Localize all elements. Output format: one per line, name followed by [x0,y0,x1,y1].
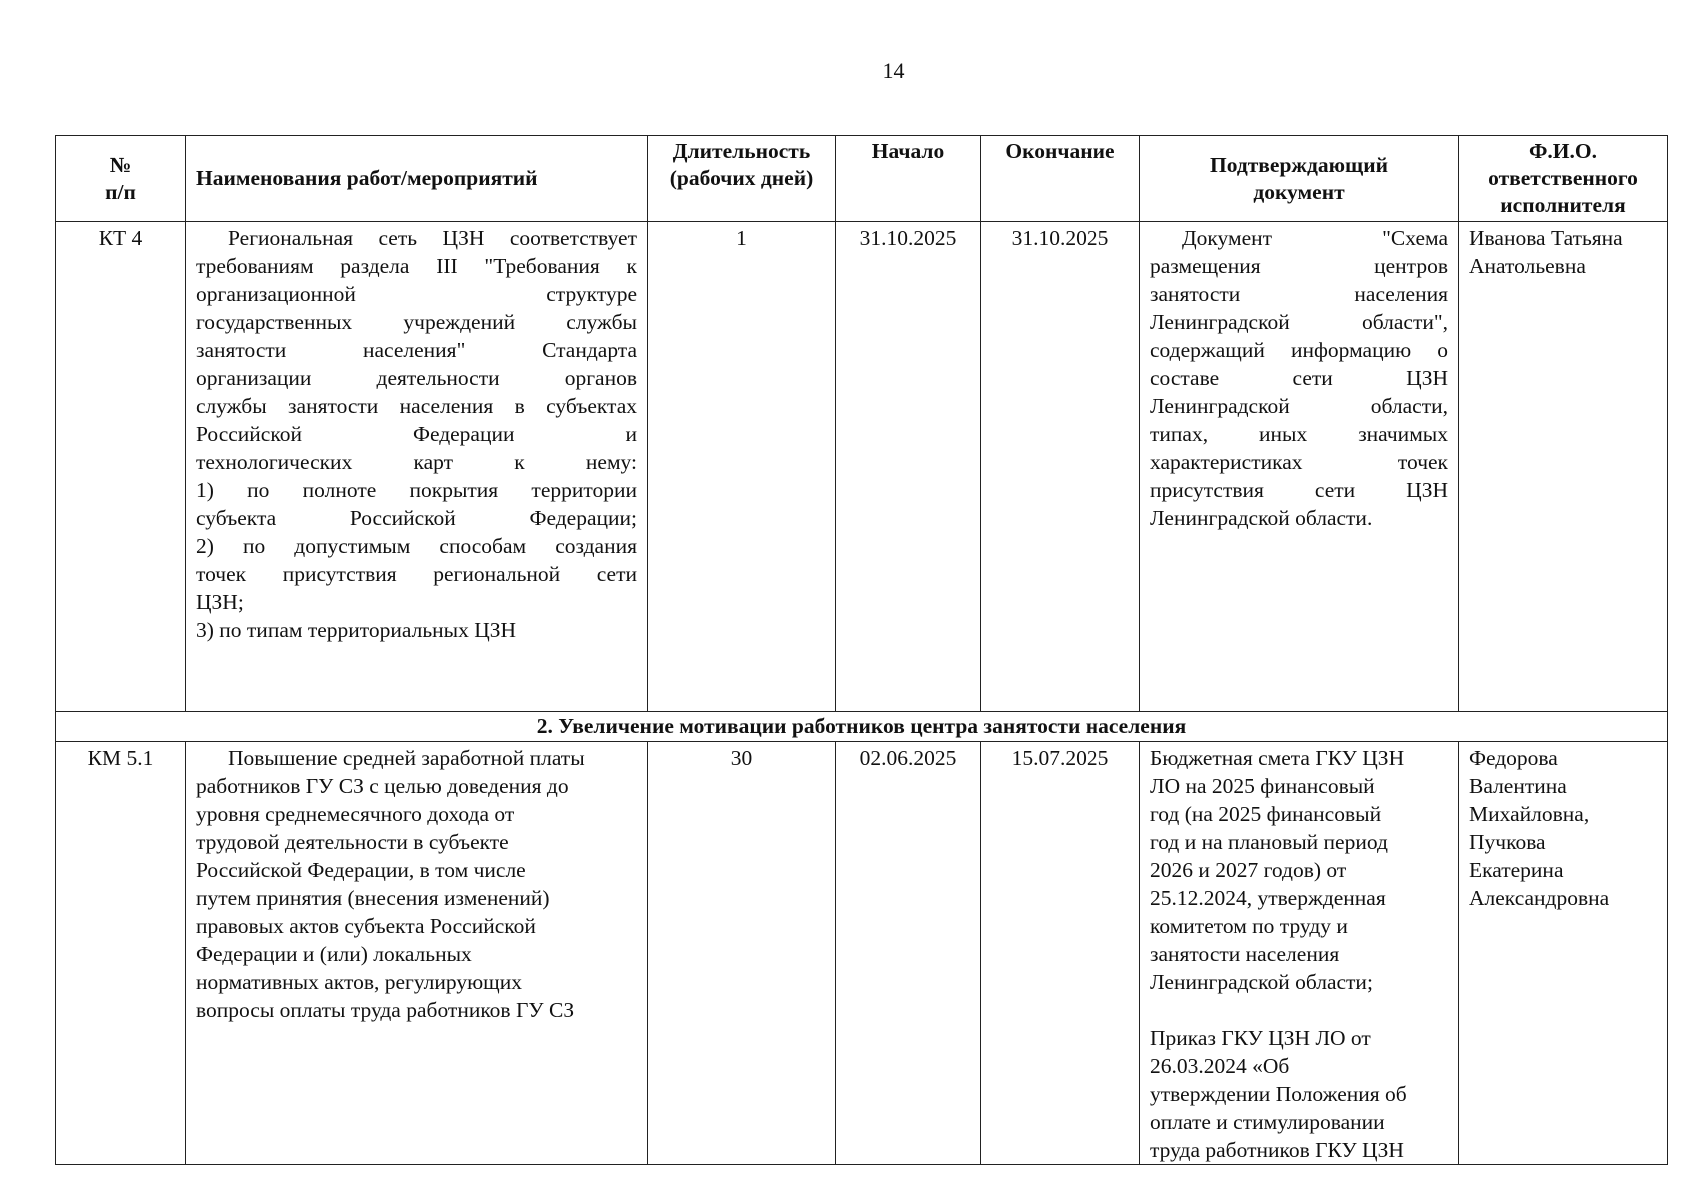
duration-cell: 30 [648,742,836,1165]
header-start: Начало [836,136,981,222]
end-date-cell: 15.07.2025 [981,742,1140,1165]
header-duration: Длительность (рабочих дней) [648,136,836,222]
responsible-cell: Иванова Татьяна Анатольевна [1459,222,1668,712]
page-number: 14 [882,58,905,83]
header-fio: Ф.И.О. ответственного исполнителя [1459,136,1668,222]
row-number: КТ 4 [56,222,186,712]
header-row [56,136,1668,222]
end-date-cell: 31.10.2025 [981,222,1140,712]
duration-cell: 1 [648,222,836,712]
row-number: КМ 5.1 [56,742,186,1165]
header-name: Наименования работ/мероприятий [186,136,648,222]
start-date-cell: 02.06.2025 [836,742,981,1165]
header-num: № п/п [56,136,186,222]
table-row [56,222,1668,712]
responsible-cell: Федорова Валентина Михайловна, Пучкова Екатерина Александровна [1459,742,1668,1165]
table-row [56,742,1668,1165]
work-plan-table [55,135,1668,1165]
document-cell: Документ "Схема размещения центров занятости населения Ленинградской области", содержащий информацию о составе сети ЦЗН Ленинградской области, типах, иных значимых характеристиках точек присутствия сети ЦЗН Ленинградской области. [1140,222,1459,712]
document-cell: Бюджетная смета ГКУ ЦЗН ЛО на 2025 финансовый год (на 2025 финансовый год и на плановый период 2026 и 2027 годов) от 25.12.2024, утвержденная комитетом по труду и занятости населения Ленинградской области; Приказ ГКУ ЦЗН ЛО от 26.03.2024 «Об утверждении Положения об оплате и стимулировании труда работников ГКУ ЦЗН [1140,742,1459,1165]
section-row [56,712,1668,742]
work-name-cell: Повышение средней заработной платы работников ГУ СЗ с целью доведения до уровня среднемесячного дохода от трудовой деятельности в субъекте Российской Федерации, в том числе путем принятия (внесения изменений) правовых актов субъекта Российской Федерации и (или) локальных нормативных актов, регулирующих вопросы оплаты труда работников ГУ СЗ [186,742,648,1165]
header-doc: Подтверждающий документ [1140,136,1459,222]
header-end: Окончание [981,136,1140,222]
work-name-cell: Региональная сеть ЦЗН соответствует требованиям раздела III "Требования к организационной структуре государственных учреждений службы занятости населения" Стандарта организации деятельности органов службы занятости населения в субъектах Российской Федерации и технологических карт к нему: 1) по полноте покрытия территории субъекта Российской Федерации; 2) по допустимым способам создания точек присутствия региональной сети ЦЗН; 3) по типам территориальных ЦЗН [186,222,648,712]
start-date-cell: 31.10.2025 [836,222,981,712]
section-title: 2. Увеличение мотивации работников центра занятости населения [56,712,1668,742]
